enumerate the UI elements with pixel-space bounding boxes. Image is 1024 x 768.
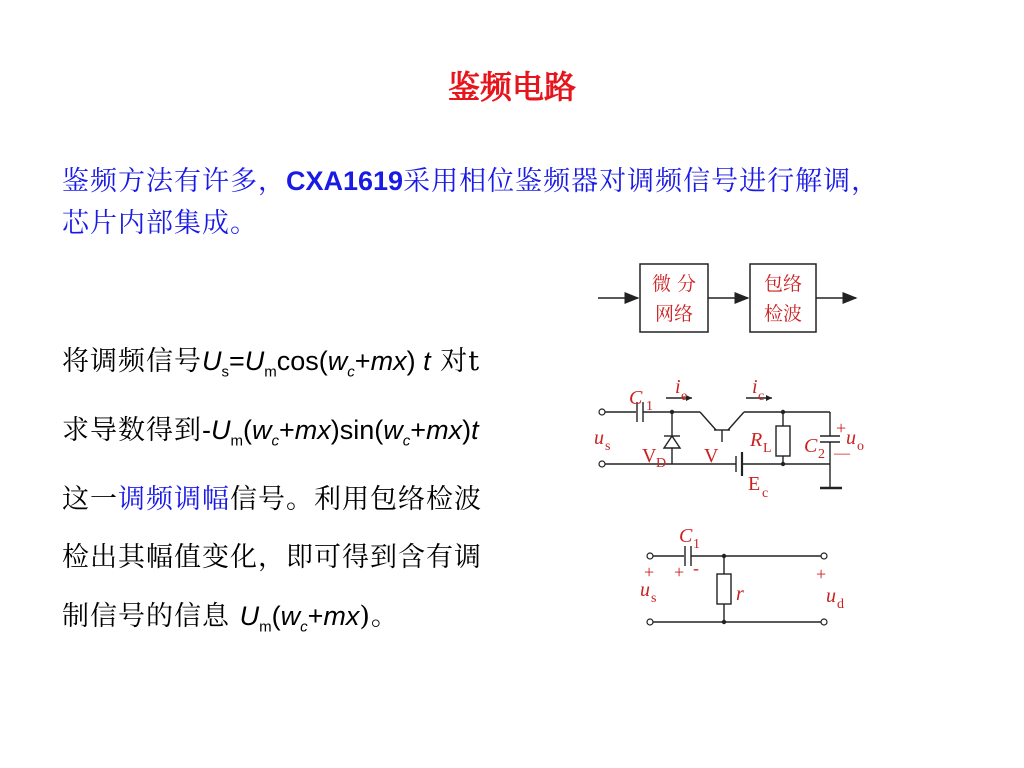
sym-t: t [471, 415, 479, 446]
label-vd-sub: D [656, 456, 667, 471]
page-title: 鉴频电路 [447, 68, 576, 106]
label-plus-uo: + [836, 418, 847, 438]
label2-ud-sub: d [837, 597, 844, 612]
block1-line2: 网络 [654, 303, 694, 325]
sym-open: ( [243, 415, 252, 446]
sym-plus: + [410, 415, 427, 446]
label-us: u [594, 427, 604, 449]
sym-close: ) [462, 415, 472, 446]
sub-s: s [221, 363, 229, 381]
sub-m: m [259, 618, 272, 636]
label-ie-sub: e [681, 389, 688, 404]
label2-plus-left: + [644, 562, 655, 582]
sym-plus: + [279, 415, 295, 446]
label-uo: u [846, 427, 856, 449]
sym-mx: mx [323, 600, 360, 631]
sym-sin: sin( [339, 415, 384, 446]
sym-eq: = [229, 346, 245, 376]
label-minus-uo: — [834, 445, 850, 462]
l3-prefix: 这一 [62, 483, 118, 515]
label-rl: R [750, 429, 763, 451]
sym-w: w [383, 415, 403, 446]
label2-plus-right: + [816, 564, 827, 584]
label-uo-sub: o [857, 439, 864, 454]
sym-plus: + [354, 346, 371, 376]
sym-U: U [202, 346, 222, 376]
chip-name: CXA1619 [286, 166, 404, 196]
intro-part2: 采用相位鉴频器对调频信号进行解调，芯片内部集成。 [62, 166, 880, 239]
sym-w: w [327, 346, 348, 376]
sub-c: c [347, 363, 355, 381]
sym-cos: cos( [276, 346, 328, 376]
l2-prefix: 求导数得到 [62, 415, 202, 447]
label-v: V [704, 445, 719, 467]
sub-c: c [402, 432, 411, 450]
label-ic: i [752, 376, 758, 398]
label2-minus-cap: - [693, 558, 699, 578]
label2-plus-cap: + [674, 562, 685, 582]
intro-part1: 鉴频方法有许多， [62, 166, 286, 197]
label-ec: E [748, 473, 761, 495]
block2-line2: 检波 [763, 303, 803, 325]
label-ic-sub: c [758, 389, 765, 404]
label-c1-sub: 1 [646, 399, 653, 414]
label2-c1: C [679, 525, 693, 547]
label-c2: C [804, 435, 818, 457]
explanation-line-4: 检出其幅值变化，即可得到含有调 [62, 541, 482, 573]
label-vd: V [642, 445, 657, 467]
block2-line1: 包络 [763, 273, 803, 295]
sym-open: ( [271, 600, 281, 631]
highlight-term: 调频调幅 [118, 483, 230, 515]
l5-prefix: 制信号的信息 [62, 600, 240, 632]
label-rl-sub: L [763, 441, 772, 456]
label2-r: r [736, 583, 744, 605]
sub-c: c [300, 618, 308, 636]
sym-mx: mx [426, 415, 463, 446]
sym-U: U [211, 415, 231, 446]
sub-c: c [271, 432, 279, 450]
label2-us-sub: s [651, 591, 657, 606]
label-c1: C [629, 387, 643, 409]
sub-m: m [264, 363, 277, 381]
label-ie: i [675, 376, 681, 398]
sub-m: m [230, 432, 243, 450]
l3-suffix: 信号。利用包络检波 [230, 483, 482, 515]
label-c2-sub: 2 [818, 447, 825, 462]
sym-w: w [252, 415, 272, 446]
sym-w: w [280, 600, 301, 631]
l5-end: )。 [359, 600, 399, 632]
sym-mx: mx [294, 415, 331, 446]
sym-t: t [423, 346, 431, 376]
l1-prefix: 将调频信号 [62, 346, 202, 377]
label2-us: u [640, 579, 650, 601]
sym-close: ) [330, 415, 340, 446]
l1-suffix: 对t [430, 346, 481, 377]
sym-close: ) [406, 346, 416, 376]
sym-minus: - [202, 415, 211, 446]
label2-c1-sub: 1 [693, 537, 700, 552]
label-us-sub: s [605, 439, 611, 454]
label-ec-sub: c [762, 486, 769, 501]
sym-mx: mx [370, 346, 407, 376]
sym-plus: + [307, 600, 324, 631]
block1-line1: 微 分 [651, 273, 697, 295]
sym-U: U [244, 346, 265, 376]
sym-U: U [239, 600, 260, 631]
label2-ud: u [826, 585, 836, 607]
